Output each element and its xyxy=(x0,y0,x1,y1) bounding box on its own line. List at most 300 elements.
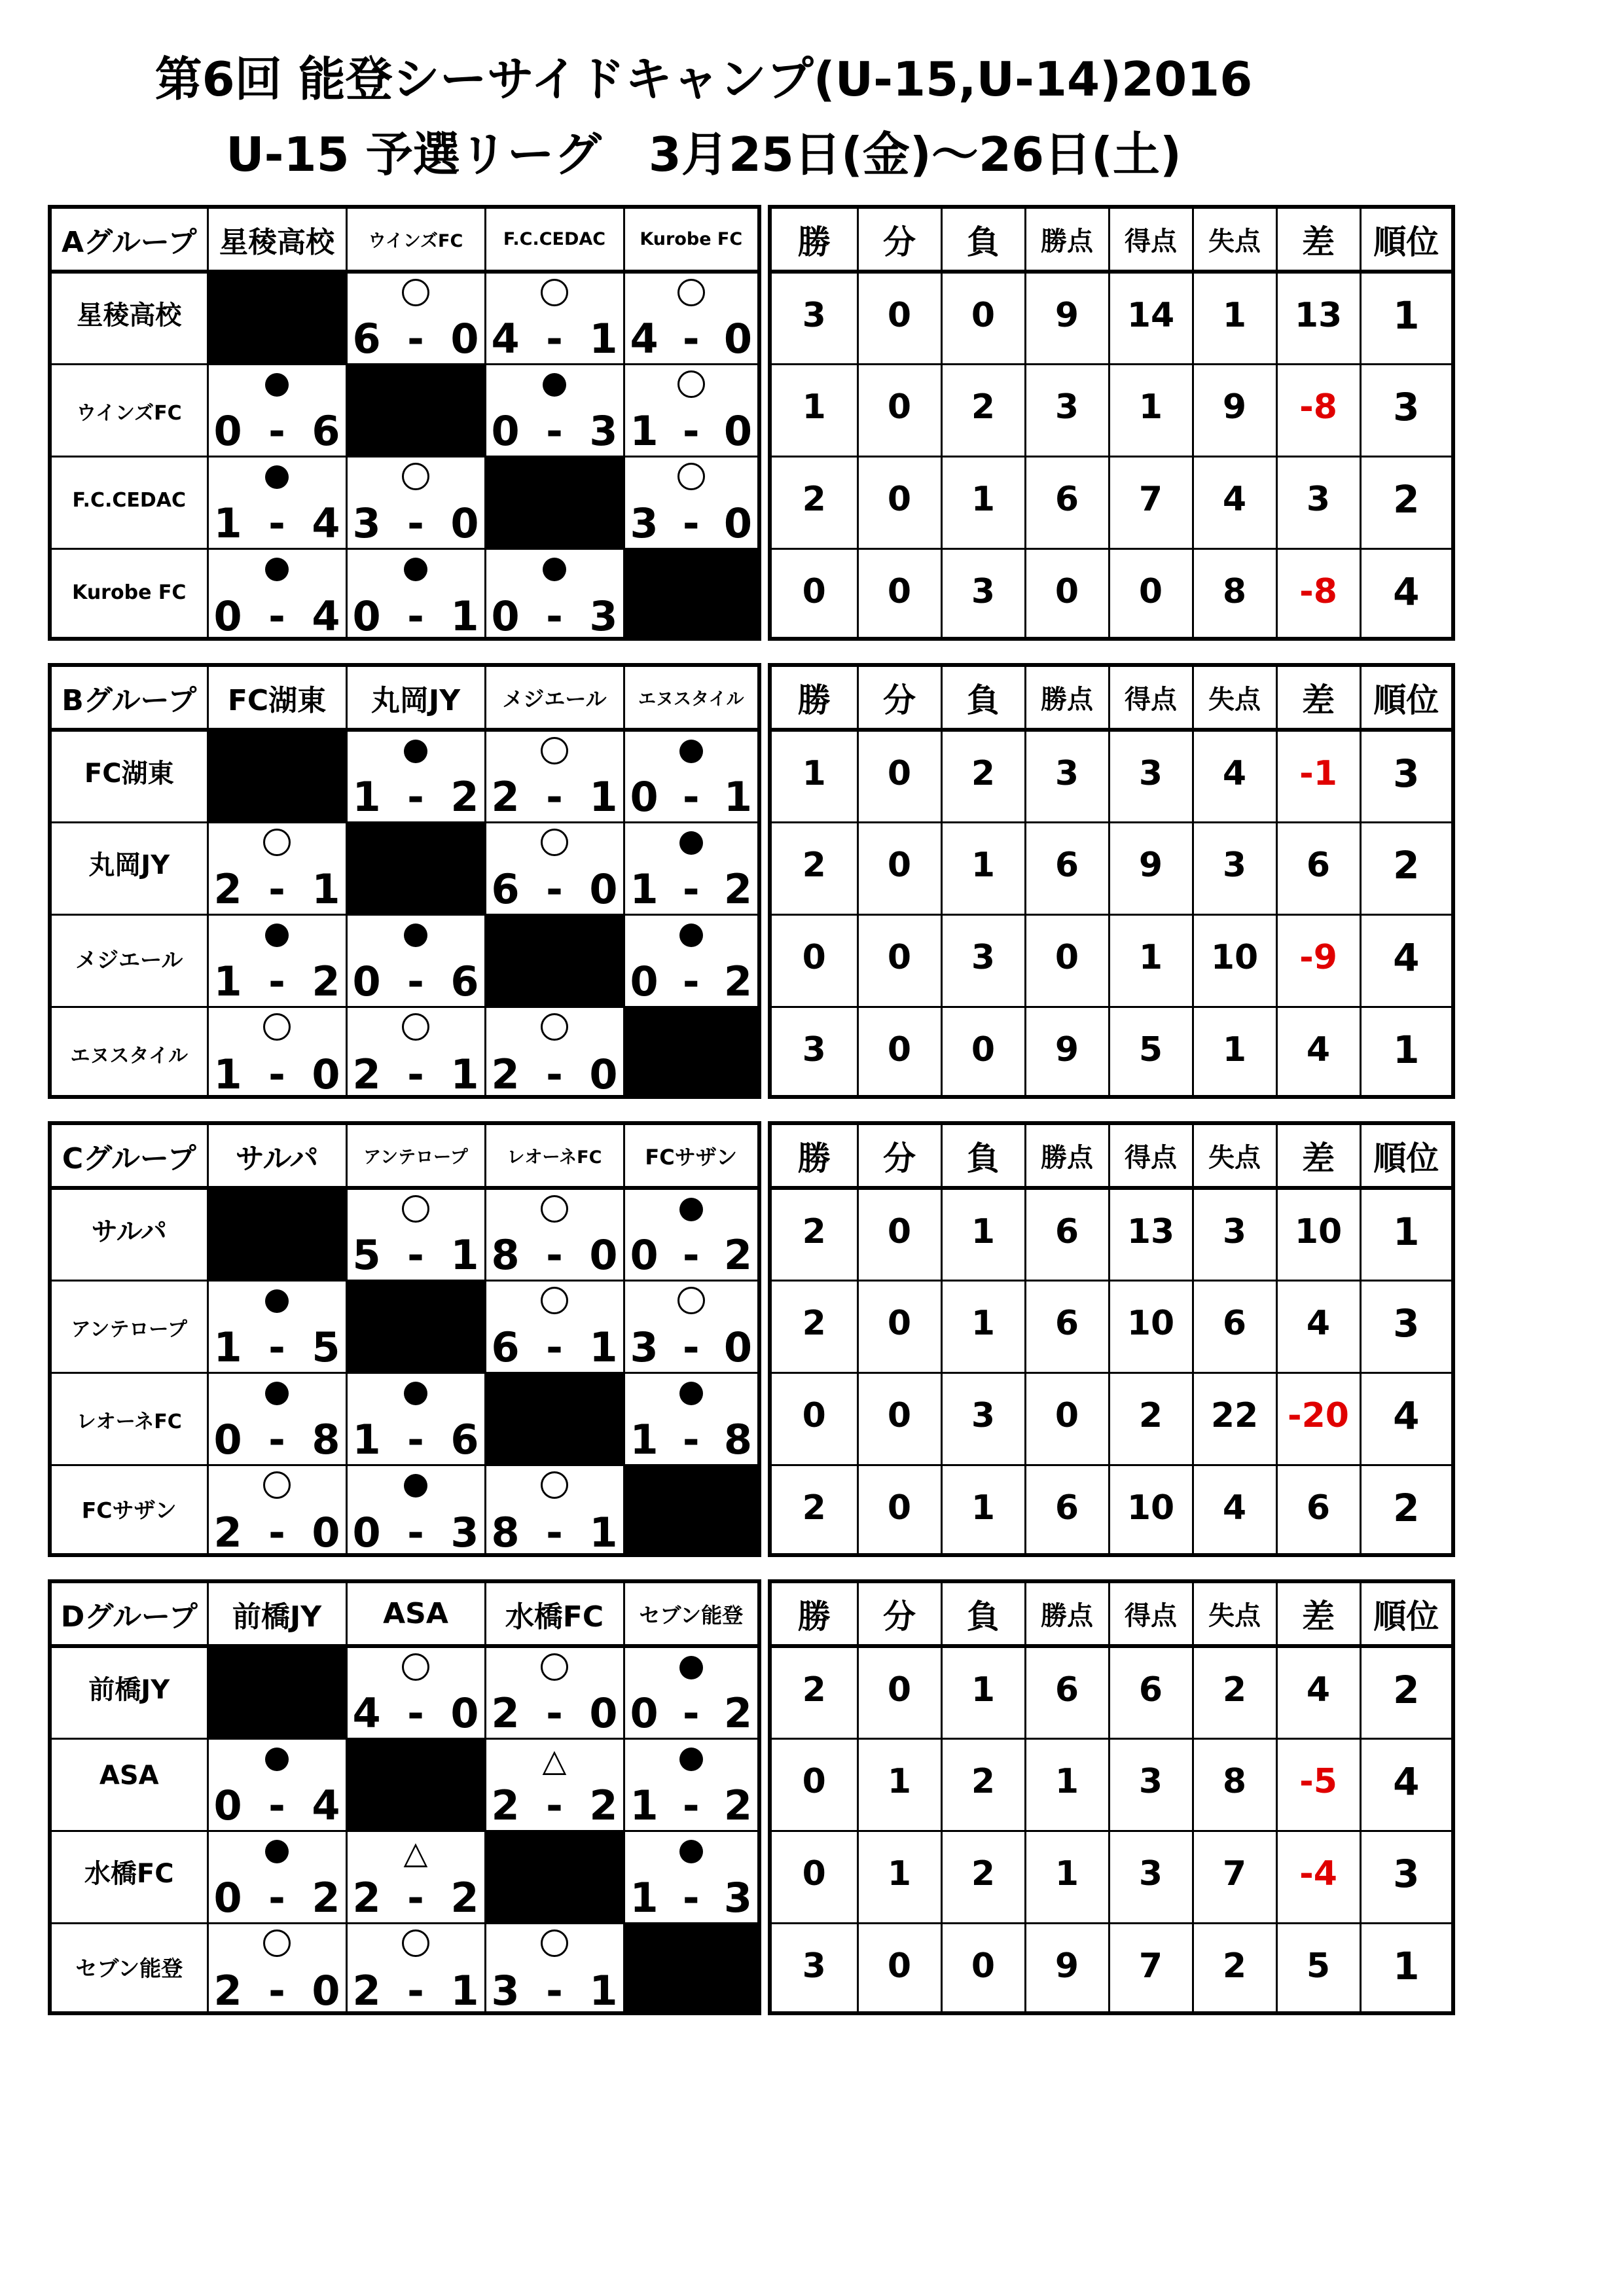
match-result-cell xyxy=(485,822,624,914)
score-dash: - xyxy=(407,314,424,363)
goals-against: 1 xyxy=(589,1323,618,1371)
score-dash: - xyxy=(682,406,700,455)
losses-value: 0 xyxy=(941,1007,1025,1099)
group-label: Bグループ xyxy=(52,667,208,730)
score-dash: - xyxy=(682,1323,700,1371)
goals-scored-value: 10 xyxy=(1109,1280,1193,1372)
stat-header: 順位 xyxy=(1360,1583,1451,1646)
losses-value: 3 xyxy=(941,914,1025,1007)
match-result-cell xyxy=(624,456,757,548)
match-result-cell xyxy=(346,272,485,364)
stat-header: 差 xyxy=(1276,1125,1360,1188)
row-team-name: Kurobe FC xyxy=(52,548,208,641)
match-score xyxy=(213,499,340,547)
goals-for: 1 xyxy=(630,406,659,455)
wins-value: 2 xyxy=(772,1646,857,1738)
self-match-cell xyxy=(624,548,757,641)
stat-header: 負 xyxy=(941,667,1025,730)
stat-header: 差 xyxy=(1276,1583,1360,1646)
goals-for: 0 xyxy=(630,1230,659,1279)
match-result-cell xyxy=(485,1280,624,1372)
column-team-name: 丸岡JY xyxy=(346,667,485,730)
match-result-cell xyxy=(346,1188,485,1280)
goals-scored-value: 7 xyxy=(1109,1923,1193,2015)
score-dash: - xyxy=(546,772,563,821)
goals-for: 4 xyxy=(491,314,520,363)
stat-header: 勝 xyxy=(772,209,857,272)
goals-for: 0 xyxy=(630,1689,659,1737)
loss-mark-icon xyxy=(348,1379,484,1410)
match-result-cell xyxy=(624,1738,757,1831)
loss-mark-icon xyxy=(209,370,346,402)
goals-for: 2 xyxy=(491,1689,520,1737)
goals-against: 1 xyxy=(450,592,479,640)
goals-against: 2 xyxy=(312,1873,340,1922)
goals-for: 0 xyxy=(352,592,381,640)
match-score xyxy=(630,406,753,455)
match-score xyxy=(352,772,479,821)
match-score xyxy=(352,592,479,640)
win-mark-icon xyxy=(209,829,346,861)
match-score xyxy=(213,1509,340,1556)
match-result-cell xyxy=(346,914,485,1007)
win-mark-icon xyxy=(486,279,623,312)
win-mark-icon xyxy=(209,1929,346,1962)
match-result-cell xyxy=(624,272,757,364)
losses-value: 0 xyxy=(941,1923,1025,2015)
goals-against: 2 xyxy=(450,772,479,821)
match-score xyxy=(491,1230,618,1279)
column-team-name: Kurobe FC xyxy=(624,209,757,272)
match-result-cell xyxy=(624,1280,757,1372)
loss-mark-icon xyxy=(486,370,623,402)
match-score xyxy=(213,406,340,455)
row-team-name: 丸岡JY xyxy=(52,822,208,914)
match-result-cell xyxy=(624,1372,757,1465)
loss-mark-icon xyxy=(209,463,346,494)
goals-for: 8 xyxy=(491,1230,520,1279)
draws-value: 0 xyxy=(857,364,941,456)
goals-for: 1 xyxy=(352,772,381,821)
goals-against: 0 xyxy=(450,499,479,547)
row-team-name: FCサザン xyxy=(52,1465,208,1557)
results-grid xyxy=(48,1579,761,2015)
match-score xyxy=(213,957,340,1005)
goals-against: 0 xyxy=(723,314,752,363)
loss-mark-icon xyxy=(348,555,484,586)
draws-value: 0 xyxy=(857,914,941,1007)
self-match-cell xyxy=(485,1372,624,1465)
row-team-name: ウインズFC xyxy=(52,364,208,456)
goals-scored-value: 0 xyxy=(1109,548,1193,641)
match-result-cell xyxy=(208,456,346,548)
goals-for: 0 xyxy=(491,406,520,455)
win-mark-icon xyxy=(348,1195,484,1228)
goals-against: 2 xyxy=(450,1873,479,1922)
goals-against: 2 xyxy=(723,1689,752,1737)
score-dash: - xyxy=(407,1509,424,1556)
goals-against: 0 xyxy=(589,1689,618,1737)
self-match-cell xyxy=(624,1007,757,1099)
draws-value: 0 xyxy=(857,822,941,914)
goals-for: 1 xyxy=(213,1050,242,1098)
ranking-value: 1 xyxy=(1360,1007,1451,1099)
goal-difference-value: 3 xyxy=(1276,456,1360,548)
wins-value: 2 xyxy=(772,1280,857,1372)
match-result-cell xyxy=(346,456,485,548)
stat-header: 勝点 xyxy=(1025,1125,1109,1188)
wins-value: 0 xyxy=(772,1738,857,1831)
stat-header: 勝 xyxy=(772,1125,857,1188)
ranking-value: 4 xyxy=(1360,1738,1451,1831)
goals-against: 8 xyxy=(723,1415,752,1463)
score-dash: - xyxy=(268,1509,285,1556)
stat-header: 差 xyxy=(1276,667,1360,730)
points-value: 1 xyxy=(1025,1831,1109,1923)
self-match-cell xyxy=(485,1831,624,1923)
ranking-value: 2 xyxy=(1360,1646,1451,1738)
losses-value: 2 xyxy=(941,1738,1025,1831)
goals-scored-value: 13 xyxy=(1109,1188,1193,1280)
column-team-name: サルパ xyxy=(208,1125,346,1188)
wins-value: 1 xyxy=(772,730,857,822)
match-score xyxy=(491,865,618,913)
win-mark-icon xyxy=(209,1013,346,1046)
goal-difference-value: -8 xyxy=(1276,548,1360,641)
goals-scored-value: 3 xyxy=(1109,730,1193,822)
points-value: 9 xyxy=(1025,1923,1109,2015)
losses-value: 1 xyxy=(941,456,1025,548)
goals-for: 1 xyxy=(213,499,242,547)
goals-scored-value: 5 xyxy=(1109,1007,1193,1099)
stat-header: 失点 xyxy=(1193,209,1276,272)
goals-conceded-value: 2 xyxy=(1193,1646,1276,1738)
goals-against: 0 xyxy=(312,1509,340,1556)
goals-scored-value: 3 xyxy=(1109,1738,1193,1831)
column-team-name: エヌスタイル xyxy=(624,667,757,730)
match-result-cell xyxy=(624,822,757,914)
match-result-cell xyxy=(208,1923,346,2015)
goals-against: 1 xyxy=(589,772,618,821)
group-label: Dグループ xyxy=(52,1583,208,1646)
win-mark-icon xyxy=(625,1287,758,1319)
stat-header: 得点 xyxy=(1109,667,1193,730)
goal-difference-value: 4 xyxy=(1276,1007,1360,1099)
win-mark-icon xyxy=(486,829,623,861)
wins-value: 2 xyxy=(772,456,857,548)
goals-conceded-value: 8 xyxy=(1193,548,1276,641)
goals-scored-value: 6 xyxy=(1109,1646,1193,1738)
win-mark-icon xyxy=(486,1471,623,1504)
self-match-cell xyxy=(208,1646,346,1738)
row-team-name: ASA xyxy=(52,1738,208,1831)
ranking-value: 3 xyxy=(1360,1831,1451,1923)
match-score xyxy=(352,499,479,547)
self-match-cell xyxy=(624,1465,757,1557)
match-result-cell xyxy=(208,1465,346,1557)
goals-against: 0 xyxy=(450,314,479,363)
match-result-cell xyxy=(624,730,757,822)
goals-for: 1 xyxy=(630,1873,659,1922)
goal-difference-value: -9 xyxy=(1276,914,1360,1007)
match-result-cell xyxy=(208,1738,346,1831)
draws-value: 0 xyxy=(857,1646,941,1738)
column-team-name: メジエール xyxy=(485,667,624,730)
score-dash: - xyxy=(407,772,424,821)
match-result-cell xyxy=(346,1923,485,2015)
goals-against: 2 xyxy=(723,1781,752,1829)
goal-difference-value: 10 xyxy=(1276,1188,1360,1280)
column-team-name: 星稜高校 xyxy=(208,209,346,272)
results-grid xyxy=(48,205,761,641)
losses-value: 2 xyxy=(941,730,1025,822)
row-team-name: エヌスタイル xyxy=(52,1007,208,1099)
score-dash: - xyxy=(268,957,285,1005)
draws-value: 1 xyxy=(857,1831,941,1923)
match-result-cell xyxy=(346,1646,485,1738)
match-result-cell xyxy=(346,1831,485,1923)
goal-difference-value: 5 xyxy=(1276,1923,1360,2015)
score-dash: - xyxy=(268,406,285,455)
win-mark-icon xyxy=(348,1929,484,1962)
goals-for: 3 xyxy=(630,1323,659,1371)
page-subtitle: U-15 予選リーグ 3月25日(金)～26日(土) xyxy=(226,127,1182,182)
goals-for: 1 xyxy=(213,1323,242,1371)
goals-conceded-value: 3 xyxy=(1193,822,1276,914)
stat-header: 勝点 xyxy=(1025,1583,1109,1646)
goals-for: 0 xyxy=(213,592,242,640)
win-mark-icon xyxy=(209,1471,346,1504)
goals-against: 3 xyxy=(589,592,618,640)
ranking-value: 2 xyxy=(1360,456,1451,548)
stat-header: 順位 xyxy=(1360,667,1451,730)
score-dash: - xyxy=(546,865,563,913)
ranking-value: 4 xyxy=(1360,1372,1451,1465)
stat-header: 負 xyxy=(941,1125,1025,1188)
score-dash: - xyxy=(682,314,700,363)
standings-table xyxy=(768,205,1455,641)
self-match-cell xyxy=(485,456,624,548)
goals-for: 0 xyxy=(213,1781,242,1829)
match-result-cell xyxy=(624,914,757,1007)
points-value: 6 xyxy=(1025,1646,1109,1738)
goals-against: 4 xyxy=(312,499,340,547)
loss-mark-icon xyxy=(209,1837,346,1869)
goals-against: 0 xyxy=(723,406,752,455)
stat-header: 分 xyxy=(857,667,941,730)
row-team-name: サルパ xyxy=(52,1188,208,1280)
goals-against: 6 xyxy=(312,406,340,455)
points-value: 3 xyxy=(1025,730,1109,822)
match-score xyxy=(491,1689,618,1737)
column-team-name: レオーネFC xyxy=(485,1125,624,1188)
goals-conceded-value: 10 xyxy=(1193,914,1276,1007)
loss-mark-icon xyxy=(209,1287,346,1318)
match-result-cell xyxy=(346,1465,485,1557)
match-score xyxy=(352,1509,479,1556)
losses-value: 0 xyxy=(941,272,1025,364)
losses-value: 1 xyxy=(941,1188,1025,1280)
match-score xyxy=(491,1323,618,1371)
self-match-cell xyxy=(346,1280,485,1372)
loss-mark-icon xyxy=(209,921,346,952)
match-score xyxy=(352,1689,479,1737)
score-dash: - xyxy=(682,1781,700,1829)
column-team-name: アンテロープ xyxy=(346,1125,485,1188)
goals-for: 2 xyxy=(352,1873,381,1922)
column-team-name: ウインズFC xyxy=(346,209,485,272)
loss-mark-icon xyxy=(348,1471,484,1503)
row-team-name: メジエール xyxy=(52,914,208,1007)
group-label: Cグループ xyxy=(52,1125,208,1188)
match-result-cell xyxy=(208,822,346,914)
wins-value: 3 xyxy=(772,1007,857,1099)
match-score xyxy=(491,1050,618,1098)
match-result-cell xyxy=(485,548,624,641)
match-score xyxy=(630,1873,753,1922)
match-score xyxy=(630,865,753,913)
goal-difference-value: -20 xyxy=(1276,1372,1360,1465)
page-title: 第6回 能登シーサイドキャンプ(U-15,U-14)2016 xyxy=(154,52,1253,107)
goals-scored-value: 10 xyxy=(1109,1465,1193,1557)
losses-value: 1 xyxy=(941,1646,1025,1738)
column-team-name: F.C.CEDAC xyxy=(485,209,624,272)
loss-mark-icon xyxy=(348,921,484,952)
goals-for: 0 xyxy=(630,772,659,821)
goals-conceded-value: 4 xyxy=(1193,730,1276,822)
loss-mark-icon xyxy=(625,921,758,952)
goals-for: 2 xyxy=(213,1509,242,1556)
loss-mark-icon xyxy=(625,1745,758,1776)
score-dash: - xyxy=(407,592,424,640)
goals-for: 2 xyxy=(352,1050,381,1098)
goals-against: 0 xyxy=(312,1050,340,1098)
ranking-value: 4 xyxy=(1360,914,1451,1007)
match-score xyxy=(491,1967,618,2015)
goals-conceded-value: 3 xyxy=(1193,1188,1276,1280)
group-b xyxy=(48,663,1455,1099)
score-dash: - xyxy=(546,406,563,455)
goals-against: 4 xyxy=(312,1781,340,1829)
row-team-name: 星稜高校 xyxy=(52,272,208,364)
score-dash: - xyxy=(682,499,700,547)
match-result-cell xyxy=(624,1646,757,1738)
loss-mark-icon xyxy=(209,1745,346,1776)
goals-conceded-value: 2 xyxy=(1193,1923,1276,2015)
goals-for: 2 xyxy=(213,1967,242,2015)
match-result-cell xyxy=(485,1188,624,1280)
goals-scored-value: 2 xyxy=(1109,1372,1193,1465)
match-score xyxy=(491,406,618,455)
goals-for: 4 xyxy=(630,314,659,363)
stat-header: 失点 xyxy=(1193,667,1276,730)
goals-scored-value: 9 xyxy=(1109,822,1193,914)
losses-value: 2 xyxy=(941,364,1025,456)
stat-header: 順位 xyxy=(1360,209,1451,272)
match-score xyxy=(491,1781,618,1829)
goals-against: 2 xyxy=(589,1781,618,1829)
match-result-cell xyxy=(346,1372,485,1465)
match-result-cell xyxy=(485,272,624,364)
score-dash: - xyxy=(682,1415,700,1463)
wins-value: 0 xyxy=(772,1372,857,1465)
match-score xyxy=(352,1050,479,1098)
loss-mark-icon xyxy=(625,1837,758,1869)
loss-mark-icon xyxy=(348,737,484,768)
goals-for: 6 xyxy=(491,1323,520,1371)
score-dash: - xyxy=(407,1873,424,1922)
self-match-cell xyxy=(346,822,485,914)
match-result-cell xyxy=(485,1465,624,1557)
score-dash: - xyxy=(268,1967,285,2015)
win-mark-icon xyxy=(625,463,758,495)
group-d xyxy=(48,1579,1455,2015)
standings-table xyxy=(768,663,1455,1099)
points-value: 0 xyxy=(1025,1372,1109,1465)
goals-against: 2 xyxy=(312,957,340,1005)
stat-header: 勝 xyxy=(772,1583,857,1646)
stat-header: 順位 xyxy=(1360,1125,1451,1188)
score-dash: - xyxy=(682,957,700,1005)
losses-value: 1 xyxy=(941,822,1025,914)
stat-header: 勝 xyxy=(772,667,857,730)
win-mark-icon xyxy=(486,1287,623,1319)
goals-against: 3 xyxy=(450,1509,479,1556)
row-team-name: レオーネFC xyxy=(52,1372,208,1465)
results-grid xyxy=(48,663,761,1099)
goals-for: 5 xyxy=(352,1230,381,1279)
self-match-cell xyxy=(624,1923,757,2015)
draws-value: 0 xyxy=(857,548,941,641)
match-score xyxy=(491,314,618,363)
ranking-value: 2 xyxy=(1360,1465,1451,1557)
match-score xyxy=(213,1873,340,1922)
goals-for: 0 xyxy=(352,957,381,1005)
match-result-cell xyxy=(485,364,624,456)
score-dash: - xyxy=(682,865,700,913)
goals-against: 1 xyxy=(450,1230,479,1279)
stat-header: 失点 xyxy=(1193,1125,1276,1188)
goals-for: 8 xyxy=(491,1509,520,1556)
match-score xyxy=(630,499,753,547)
score-dash: - xyxy=(546,592,563,640)
row-team-name: セブン能登 xyxy=(52,1923,208,2015)
score-dash: - xyxy=(407,1050,424,1098)
group-c xyxy=(48,1121,1455,1557)
goals-for: 1 xyxy=(630,1415,659,1463)
stat-header: 得点 xyxy=(1109,1583,1193,1646)
goals-for: 0 xyxy=(352,1509,381,1556)
wins-value: 0 xyxy=(772,914,857,1007)
loss-mark-icon xyxy=(486,555,623,586)
stat-header: 負 xyxy=(941,209,1025,272)
goals-for: 1 xyxy=(213,957,242,1005)
loss-mark-icon xyxy=(625,1379,758,1410)
ranking-value: 2 xyxy=(1360,822,1451,914)
score-dash: - xyxy=(268,1873,285,1922)
score-dash: - xyxy=(407,1415,424,1463)
goals-against: 6 xyxy=(450,957,479,1005)
results-grid xyxy=(48,1121,761,1557)
score-dash: - xyxy=(546,1050,563,1098)
score-dash: - xyxy=(268,1781,285,1829)
goals-against: 1 xyxy=(589,314,618,363)
self-match-cell xyxy=(208,272,346,364)
goals-for: 6 xyxy=(491,865,520,913)
goals-against: 5 xyxy=(312,1323,340,1371)
row-team-name: アンテロープ xyxy=(52,1280,208,1372)
match-score xyxy=(213,865,340,913)
